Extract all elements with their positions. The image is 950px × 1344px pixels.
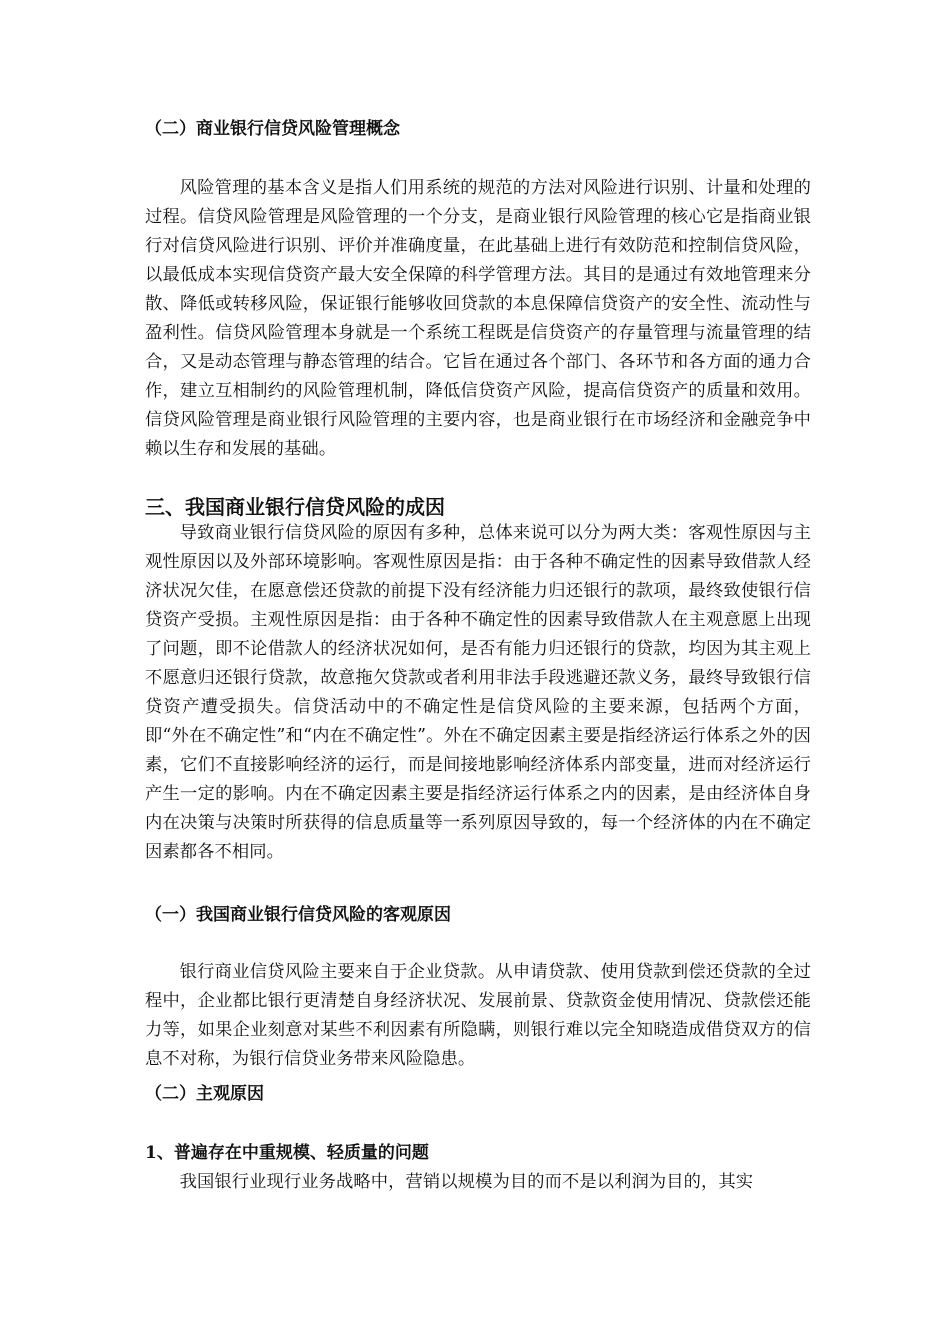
paragraph-risk-management-concept: 风险管理的基本含义是指人们用系统的规范的方法对风险进行识别、计量和处理的过程。信贷风险管理是风险管理的一个分支，是商业银行风险管理的核心它是指商业银行对信贷风险进行识别、评价并准确度量，在此基础上进行有效防范和控制信贷风险，以最低成本实现信贷资产最大安全保障的科学管理方法。其目的是通过有效地管理来分散、降低或转移风险，保证银行能够收回贷款的本息保障信贷资产的安全性、流动性与盈利性。信贷风险管理本身就是一个系统工程既是信贷资产的存量管理与流量管理的结合，又是动态管理与静态管理的结合。它旨在通过各个部门、各环节和各方面的通力合作，建立互相制约的风险管理机制，降低信贷资产风险，提高信贷资产的质量和效用。信贷风险管理是商业银行风险管理的主要内容，也是商业银行在市场经济和金融竞争中赖以生存和发展的基础。 — [145, 178, 811, 459]
paragraph-scale-over-quality: 我国银行业现行业务战略中，营销以规模为目的而不是以利润为目的，其实 — [179, 1172, 754, 1192]
section-heading-risk-management-concept: （二）商业银行信贷风险管理概念 — [145, 119, 400, 139]
chapter-heading-credit-risk-causes: 三、我国商业银行信贷风险的成因 — [145, 495, 445, 519]
item-heading-scale-over-quality: 1、普遍存在中重规模、轻质量的问题 — [145, 1143, 429, 1163]
paragraph-objective-causes: 银行商业信贷风险主要来自于企业贷款。从申请贷款、使用贷款到偿还贷款的全过程中，企业都比银行更清楚自身经济状况、发展前景、贷款资金使用情况、贷款偿还能力等，如果企业刻意对某些不利因素有所隐瞒，则银行难以完全知晓造成借贷双方的信息不对称，为银行信贷业务带来风险隐患。 — [145, 962, 811, 1069]
paragraph-credit-risk-causes: 导致商业银行信贷风险的原因有多种，总体来说可以分为两大类：客观性原因与主观性原因以及外部环境影响。客观性原因是指：由于各种不确定性的因素导致借款人经济状况欠佳，在愿意偿还贷款的前提下没有经济能力归还银行的款项，最终致使银行信贷资产受损。主观性原因是指：由于各种不确定性的因素导致借款人在主观意愿上出现了问题，即不论借款人的经济状况如何，是否有能力归还银行的贷款，均因为其主观上不愿意归还银行贷款，故意拖欠贷款或者利用非法手段逃避还款义务，最终导致银行信贷资产遭受损失。信贷活动中的不确定性是信贷风险的主要来源，包括两个方面，即“外在不确定性”和“内在不确定性”。外在不确定因素主要是指经济运行体系之外的因素，它们不直接影响经济的运行，而是间接地影响经济体系内部变量，进而对经济运行产生一定的影响。内在不确定因素主要是指经济运行体系之内的因素，是由经济体自身内在决策与决策时所获得的信息质量等一系列原因导致的，每一个经济体的内在不确定因素都各不相同。 — [145, 523, 811, 862]
section-heading-objective-causes: （一）我国商业银行信贷风险的客观原因 — [145, 905, 451, 925]
section-heading-subjective-causes: （二）主观原因 — [145, 1084, 264, 1104]
